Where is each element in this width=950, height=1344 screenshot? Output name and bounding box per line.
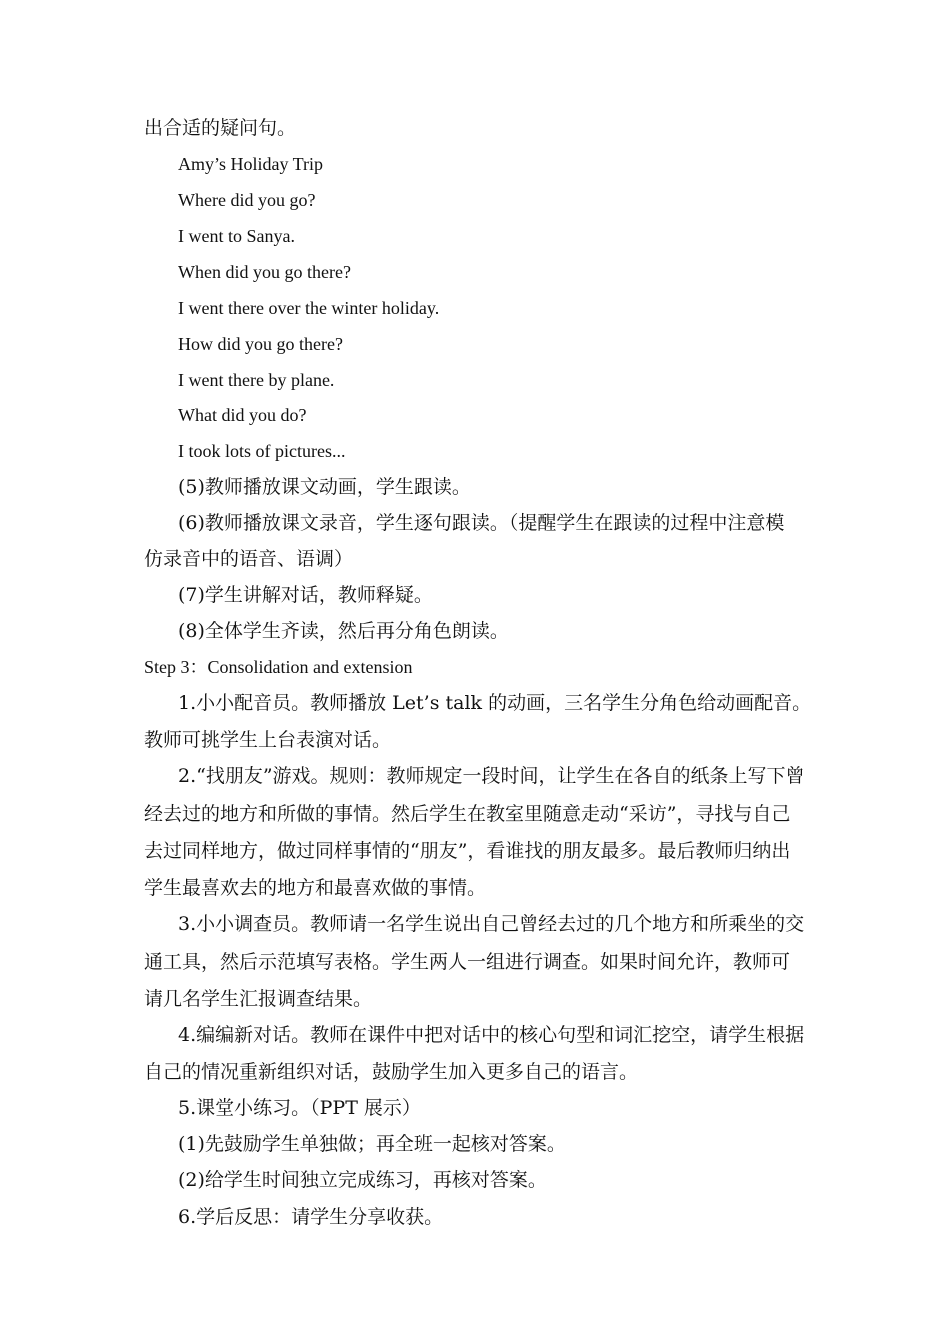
text-line: 1.小小配音员。教师播放 Let’s talk 的动画，三名学生分角色给动画配音。 bbox=[178, 692, 812, 714]
dialogue-line: When did you go there? bbox=[178, 262, 351, 282]
text-line: 6.学后反思：请学生分享收获。 bbox=[178, 1206, 444, 1228]
text-line: 2.“找朋友”游戏。规则：教师规定一段时间，让学生在各自的纸条上写下曾 bbox=[178, 765, 805, 787]
dialogue-line: Where did you go? bbox=[178, 190, 316, 210]
text-line: 出合适的疑问句。 bbox=[144, 117, 297, 139]
text-line: 经去过的地方和所做的事情。然后学生在教室里随意走动“采访”，寻找与自己 bbox=[144, 803, 791, 825]
dialogue-line: What did you do? bbox=[178, 405, 307, 425]
dialogue-line: I went to Sanya. bbox=[178, 226, 295, 246]
dialogue-line: I went there by plane. bbox=[178, 370, 335, 390]
dialogue-line: I went there over the winter holiday. bbox=[178, 298, 440, 318]
text-line: 学生最喜欢去的地方和最喜欢做的事情。 bbox=[144, 877, 487, 899]
text-line: 请几名学生汇报调查结果。 bbox=[144, 988, 373, 1010]
text-line: (1)先鼓励学生单独做；再全班一起核对答案。 bbox=[178, 1133, 566, 1155]
text-line: 仿录音中的语音、语调） bbox=[144, 548, 354, 570]
text-line: 4.编编新对话。教师在课件中把对话中的核心句型和词汇挖空，请学生根据 bbox=[178, 1024, 805, 1046]
dialogue-title: Amy’s Holiday Trip bbox=[178, 154, 324, 174]
text-line: (7)学生讲解对话，教师释疑。 bbox=[178, 584, 433, 606]
text-line: (5)教师播放课文动画，学生跟读。 bbox=[178, 476, 471, 498]
text-line: (2)给学生时间独立完成练习，再核对答案。 bbox=[178, 1169, 547, 1191]
text-line: 自己的情况重新组织对话，鼓励学生加入更多自己的语言。 bbox=[144, 1061, 639, 1083]
text-line: 通工具，然后示范填写表格。学生两人一组进行调查。如果时间允许，教师可 bbox=[144, 951, 791, 973]
text-line: 去过同样地方，做过同样事情的“朋友”，看谁找的朋友最多。最后教师归纳出 bbox=[144, 840, 791, 862]
step-heading: Step 3：Consolidation and extension bbox=[144, 657, 413, 677]
text-line: (6)教师播放课文录音，学生逐句跟读。（提醒学生在跟读的过程中注意模 bbox=[178, 512, 785, 534]
text-line: 3.小小调查员。教师请一名学生说出自己曾经去过的几个地方和所乘坐的交 bbox=[178, 913, 805, 935]
text-line: (8)全体学生齐读，然后再分角色朗读。 bbox=[178, 620, 509, 642]
text-line: 教师可挑学生上台表演对话。 bbox=[144, 729, 392, 751]
dialogue-line: How did you go there? bbox=[178, 334, 343, 354]
dialogue-line: I took lots of pictures... bbox=[178, 441, 346, 461]
text-line: 5.课堂小练习。（PPT 展示） bbox=[178, 1097, 421, 1119]
